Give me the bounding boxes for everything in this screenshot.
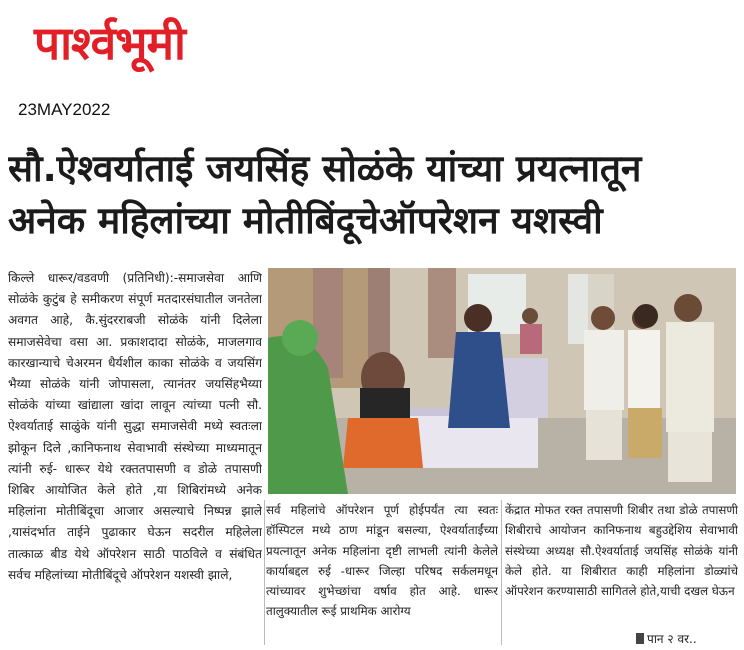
bullet-mark [636,633,644,644]
column-divider [501,500,502,645]
article-column-middle: सर्व महिलांचे ऑपरेशन पूर्ण होईपर्यंत त्या स्वतः हॉस्पिटल मध्ये ठाण मांडून बसल्या, ऐश्वर्याताईंच्या प्रयत्नातून अनेक महिलांना दृष्टी लाभली त्यांनी केलेले कार्याबद्दल रुई -धारूर जिल्हा परिषद सर्कलमधून त्यांच्यावर शुभेच्छांचा वर्षाव होत आहे. धारूर तालुक्यातील रूई प्राथमिक आरोग्य [266,503,498,619]
newspaper-masthead: पार्श्वभूमी [34,16,185,70]
photo-illustration [268,268,736,494]
article-column-left: किल्ले धारूर/वडवणी (प्रतिनिधी):-समाजसेवा आणि सोळंके कुटुंब हे समीकरण संपूर्ण मतदारसंघातील जनतेला अवगत आहे, कै.सुंदरराबजी सोळंके यांनी दिलेला समाजसेवेचा वसा आ. प्रकाशदादा सोळंके, माजलगाव कारखान्याचे चेअरमन धैर्यशील काका सोळंके व जयसिंग भैय्या सोळंके यांनी जोपासला, त्यानंतर जयसिंहभैय्या सोळंके यांच्या खांद्याला खांदा लावून त्यांच्या पत्नी सौ. ऐश्वर्याताई साळुंके यांनी सुद्धा समाजसेवी मध्ये स्वतःला झोकून दिले ,कानिफनाथ सेवाभावी संस्थेच्या माध्यमातून त्यांनी रुई- धारूर येथे रक्ततपासणी व डोळे तपासणी शिबिर आयोजित केले होते ,या शिबिरांमध्ये अनेक महिलांना मोतीबिंदूचा आजार असल्याचे निष्पन्न झाले ,यासंदर्भात ताईने पुढाकार घेऊन सदरील महिलेला तात्काळ बीड येथे ऑपरेशन साठी पाठविले व संबंधित सर्वच महिलांच्या मोतीबिंदूचे ऑपरेशन यशस्वी झाले, [8,271,262,582]
column-divider [264,500,265,645]
article-column-right: केंद्रात मोफत रक्त तपासणी शिबीर तथा डोळे तपासणी शिबीराचे आयोजन कानिफनाथ बहुउद्देशिय सेवाभावी संस्थेच्या अध्यक्ष सौ.ऐश्वर्याताई जयसिंह सोळंके यांनी केले होते. या शिबीरात काही महिलांना डोळ्यांचे ऑपरेशन करण्यासाठी सागितले होते,याची दखल घेऊन [505,503,738,599]
news-photo-hospital-ward [268,268,736,494]
headline-line-2: अनेक महिलांच्या मोतीबिंदूचेऑपरेशन यशस्वी [8,199,603,242]
headline-line-1: सौ.ऐश्वर्याताई जयसिंह सोळंके यांच्या प्रयत्नातून [8,147,642,190]
page-ref-text: पान २ वर.. [647,632,697,646]
publication-date: 23MAY2022 [18,100,111,119]
headline [8,143,738,247]
continued-page-reference [636,630,697,647]
